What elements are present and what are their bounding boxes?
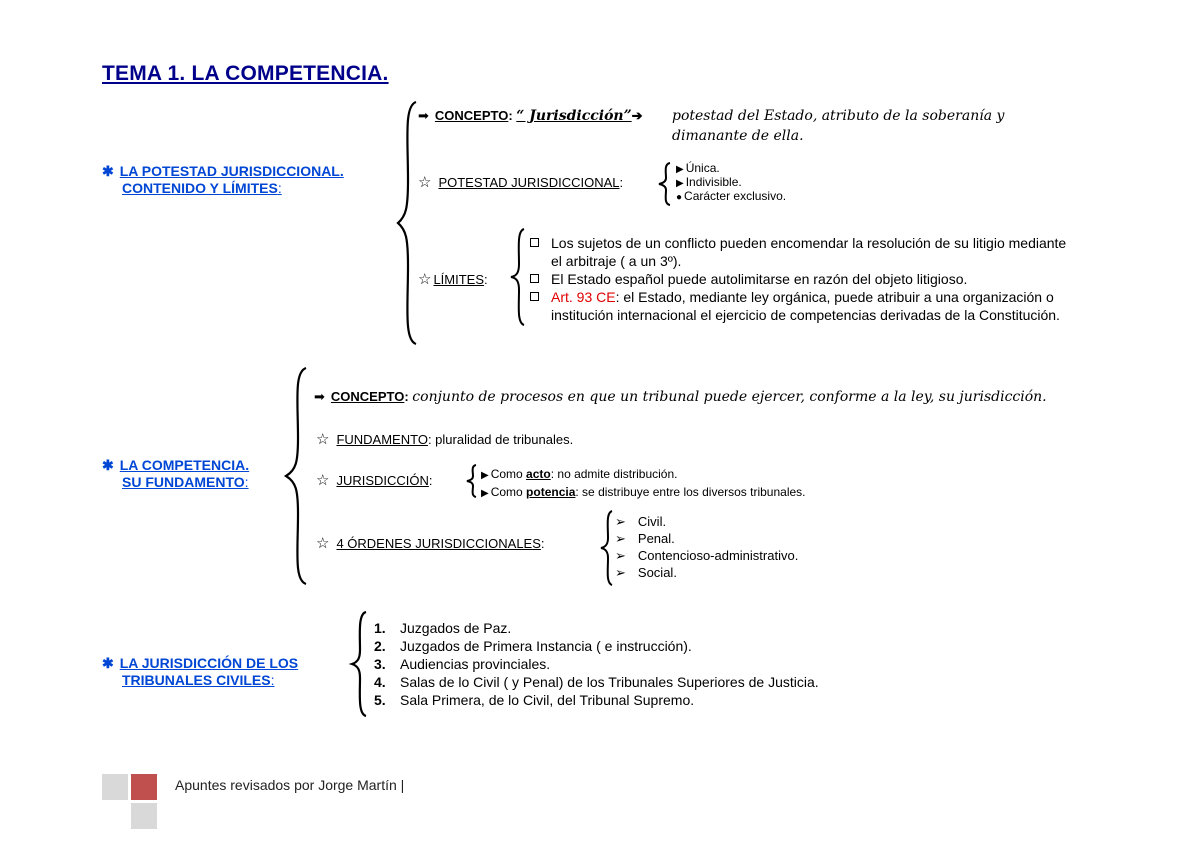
s2-jurisdiccion-list [481, 466, 806, 502]
s1-limites-row: ☆ LÍMITES: [418, 271, 488, 288]
list-item: Art. 93 CE: el Estado, mediante ley orgánica, puede atribuir a una organización o [530, 288, 1066, 306]
footer-text: Apuntes revisados por Jorge Martín | [175, 777, 405, 793]
triangle-bullet-icon: ▶ [481, 470, 489, 481]
s2-ordenes-list [615, 513, 798, 581]
s2-fundamento-row: ☆ FUNDAMENTO: pluralidad de tribunales. [316, 431, 574, 448]
list-item: 5. Sala Primera, de lo Civil, del Tribunal Supremo. [374, 692, 695, 708]
checkbox-bullet-icon [530, 274, 539, 283]
list-item: ➢ Penal. [615, 531, 675, 546]
list-item: Los sujetos de un conflicto pueden encomendar la resolución de su litigio mediante [530, 234, 1066, 252]
list-item: 4. Salas de lo Civil ( y Penal) de los Tribunales Superiores de Justicia. [374, 674, 819, 690]
list-item: ➢ Civil. [615, 514, 667, 529]
section-heading-potestad: ✱ LA POTESTAD JURISDICCIONAL. CONTENIDO Y LÍMITES: [102, 163, 344, 196]
list-item: 1. Juzgados de Paz. [374, 620, 512, 636]
footer-square-gray [102, 774, 128, 800]
star-outline-icon: ☆ [418, 174, 432, 191]
brace-section-3 [350, 610, 368, 718]
list-item: ▶ Como potencia: se distribuye entre los diversos tribunales. [481, 485, 806, 499]
checkbox-bullet-icon [530, 292, 539, 301]
footer-square-gray [131, 803, 157, 829]
list-item: ● Carácter exclusivo. [676, 189, 787, 203]
asterisk-icon: ✱ [102, 457, 114, 473]
asterisk-icon: ✱ [102, 163, 114, 179]
star-outline-icon: ☆ [418, 271, 432, 288]
page-title: TEMA 1. LA COMPETENCIA. [102, 62, 389, 85]
dot-bullet-icon: ● [676, 192, 683, 203]
s3-tribunales-list [374, 619, 819, 709]
list-item: ➢ Social. [615, 565, 677, 580]
s1-concepto-row: ➡ CONCEPTO: “ Jurisdicción”➔ [418, 108, 643, 124]
brace-potestad [658, 162, 672, 206]
list-item: 3. Audiencias provinciales. [374, 656, 551, 672]
star-outline-icon: ☆ [316, 472, 330, 489]
s1-limites-list [530, 234, 1066, 324]
section-heading-tribunales-civiles: ✱ LA JURISDICCIÓN DE LOS TRIBUNALES CIVILES: [102, 655, 299, 688]
asterisk-icon: ✱ [102, 655, 114, 671]
s1-concepto-definition: potestad del Estado, atributo de la soberanía y dimanante de ella. [672, 108, 1005, 144]
list-item: ▶ Única. [676, 161, 720, 175]
brace-limites [510, 228, 526, 326]
arrow-right-icon: ➡ [314, 389, 325, 404]
s1-potestad-row: ☆ POTESTAD JURISDICCIONAL: [418, 174, 624, 191]
brace-ordenes [600, 510, 614, 586]
checkbox-bullet-icon [530, 238, 539, 247]
list-item-continuation: el arbitraje ( a un 3º). [551, 253, 682, 269]
s2-concepto-row: ➡ CONCEPTO: conjunto de procesos en que un tribunal puede ejercer, conforme a la ley, su jurisdicción. [314, 389, 1047, 405]
list-item: ➢ Contencioso-administrativo. [615, 548, 799, 563]
triangle-bullet-icon: ▶ [481, 488, 489, 499]
triangle-bullet-icon: ▶ [676, 178, 684, 189]
chevron-bullet-icon: ➢ [615, 565, 626, 580]
triangle-bullet-icon: ▶ [676, 164, 684, 175]
section-heading-competencia: ✱ LA COMPETENCIA. SU FUNDAMENTO: [102, 457, 250, 490]
s2-jurisdiccion-row: ☆ JURISDICCIÓN: [316, 472, 433, 489]
chevron-bullet-icon: ➢ [615, 514, 626, 529]
chevron-bullet-icon: ➢ [615, 548, 626, 563]
list-item: ▶ Como acto: no admite distribución. [481, 467, 678, 481]
s1-potestad-list [676, 162, 786, 204]
s2-ordenes-row: ☆ 4 ÓRDENES JURISDICCIONALES: [316, 535, 545, 552]
list-item: El Estado español puede autolimitarse en razón del objeto litigioso. [530, 270, 1066, 288]
footer-square-red [131, 774, 157, 800]
brace-jurisdiccion [466, 464, 478, 498]
arrow-right-icon: ➡ [418, 108, 429, 123]
list-item: ▶ Indivisible. [676, 175, 742, 189]
chevron-bullet-icon: ➢ [615, 531, 626, 546]
star-outline-icon: ☆ [316, 431, 330, 448]
list-item-continuation: institución internacional el ejercicio de competencias derivadas de la Constitución. [551, 307, 1060, 323]
brace-section-2 [284, 366, 310, 586]
star-outline-icon: ☆ [316, 535, 330, 552]
list-item: 2. Juzgados de Primera Instancia ( e instrucción). [374, 638, 692, 654]
brace-section-1 [396, 100, 420, 346]
